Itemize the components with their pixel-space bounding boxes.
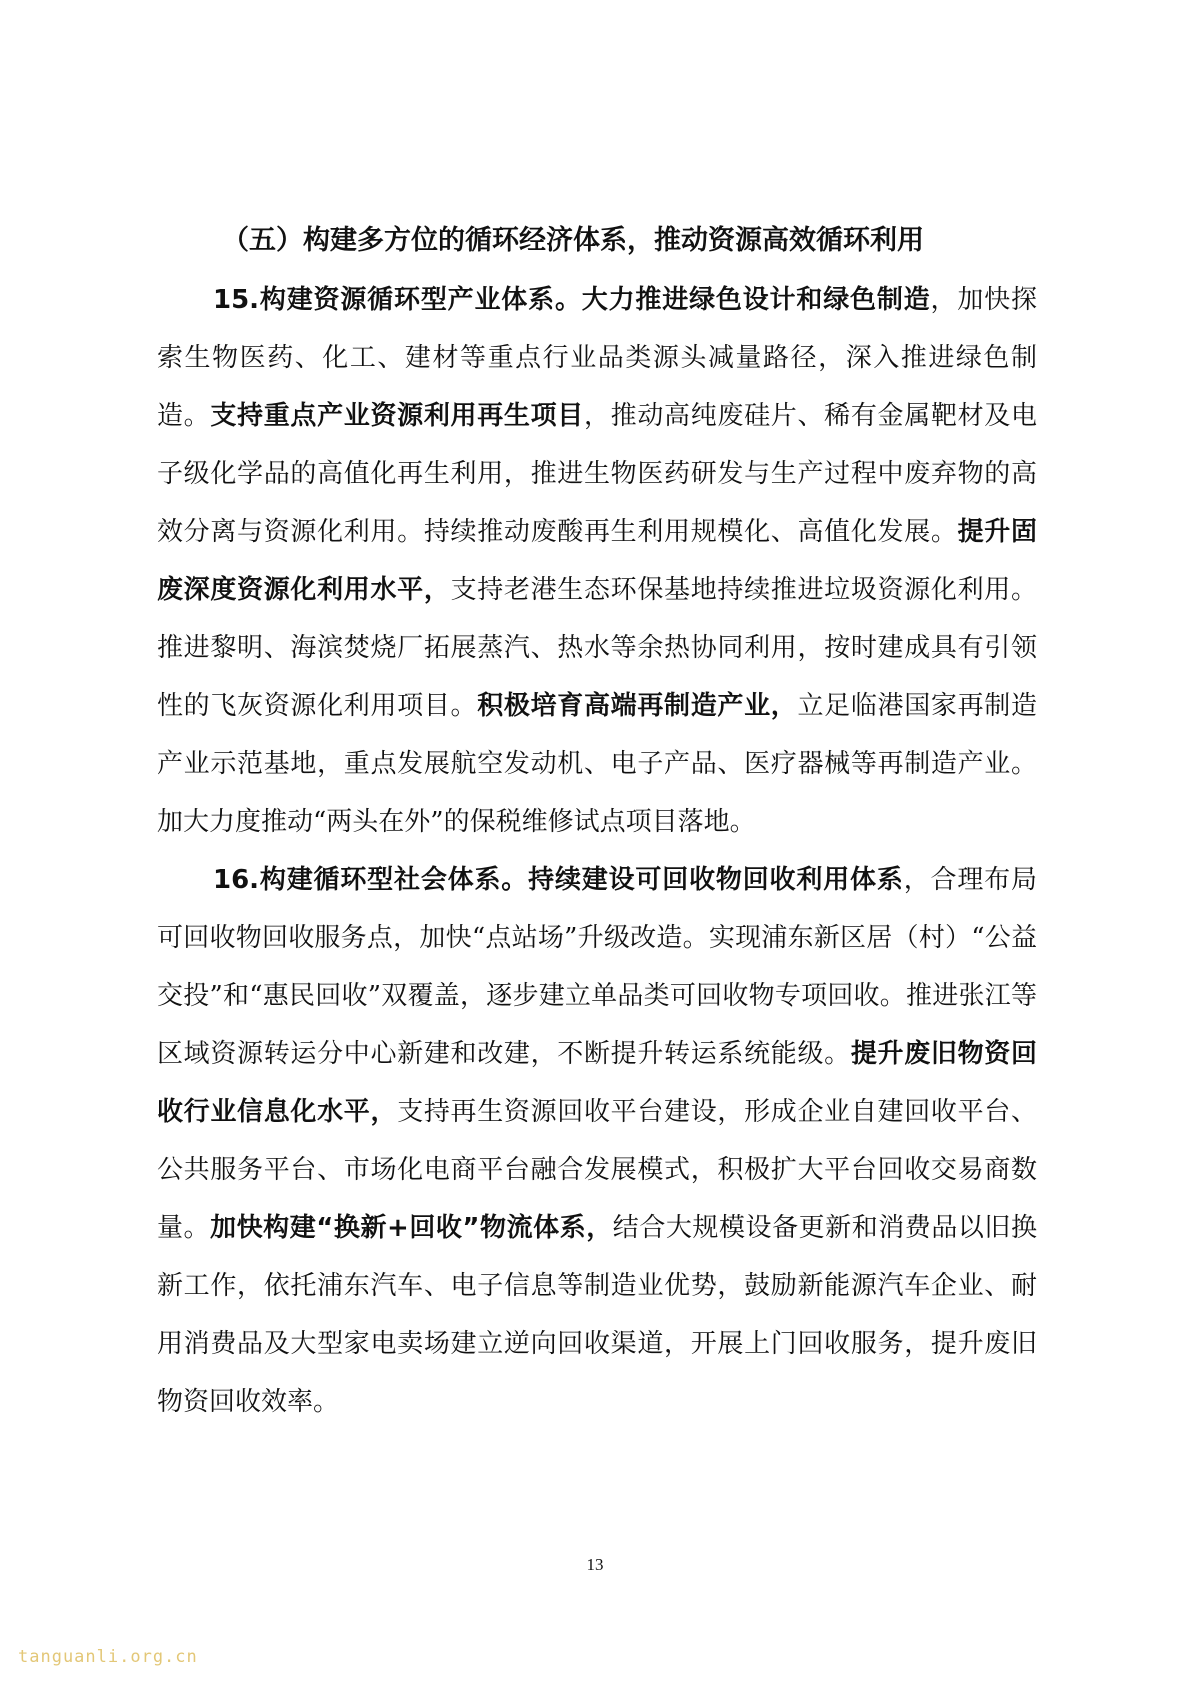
body-text: 支持老港生态环保基地持续推进垃圾资源化利用。推进黎明、海滨焚烧厂拓展蒸汽、热水等余热协同利用，按时建成具有引领性的飞灰资源化利用项目。 — [157, 575, 1037, 721]
paragraph-15 — [157, 271, 1037, 851]
bold-phrase: 提升废旧物资回收行业信息化水平， — [157, 1039, 1037, 1127]
bold-phrase: 加快构建“换新+回收”物流体系， — [210, 1213, 613, 1243]
body-text: ，推动高纯废硅片、稀有金属靶材及电子级化学品的高值化再生利用，推进生物医药研发与生产过程中废弃物的高效分离与资源化利用。持续推动废酸再生利用规模化、高值化发展。 — [157, 401, 1037, 547]
body-text: ，加快探索生物医药、化工、建材等重点行业品类源头减量路径，深入推进绿色制造。 — [157, 285, 1037, 431]
bold-phrase: 积极培育高端再制造产业， — [477, 691, 798, 721]
section-heading: （五）构建多方位的循环经济体系，推动资源高效循环利用 — [222, 225, 924, 256]
body-text: 立足临港国家再制造产业示范基地，重点发展航空发动机、电子产品、医疗器械等再制造产业。加大力度推动“两头在外”的保税维修试点项目落地。 — [157, 691, 1037, 837]
paragraph-16 — [157, 851, 1037, 1431]
watermark: tanguanli.org.cn — [18, 1647, 198, 1667]
page-number: 13 — [586, 1555, 604, 1574]
bold-phrase: 提升固废深度资源化利用水平， — [157, 517, 1037, 605]
body-text: ，合理布局可回收物回收服务点，加快“点站场”升级改造。实现浦东新区居（村）“公益交投”和“惠民回收”双覆盖，逐步建立单品类可回收物专项回收。推进张江等区域资源转运分中心新建和改建，不断提升转运系统能级。 — [157, 865, 1037, 1069]
bold-phrase: 15.构建资源循环型产业体系。大力推进绿色设计和绿色制造 — [213, 285, 931, 315]
bold-phrase: 支持重点产业资源利用再生项目 — [210, 401, 584, 431]
bold-phrase: 16.构建循环型社会体系。持续建设可回收物回收利用体系 — [213, 865, 904, 895]
body-text: 支持再生资源回收平台建设，形成企业自建回收平台、公共服务平台、市场化电商平台融合发展模式，积极扩大平台回收交易商数量。 — [157, 1097, 1037, 1243]
body-text: 结合大规模设备更新和消费品以旧换新工作，依托浦东汽车、电子信息等制造业优势，鼓励新能源汽车企业、耐用消费品及大型家电卖场建立逆向回收渠道，开展上门回收服务，提升废旧物资回收效率。 — [157, 1213, 1037, 1417]
